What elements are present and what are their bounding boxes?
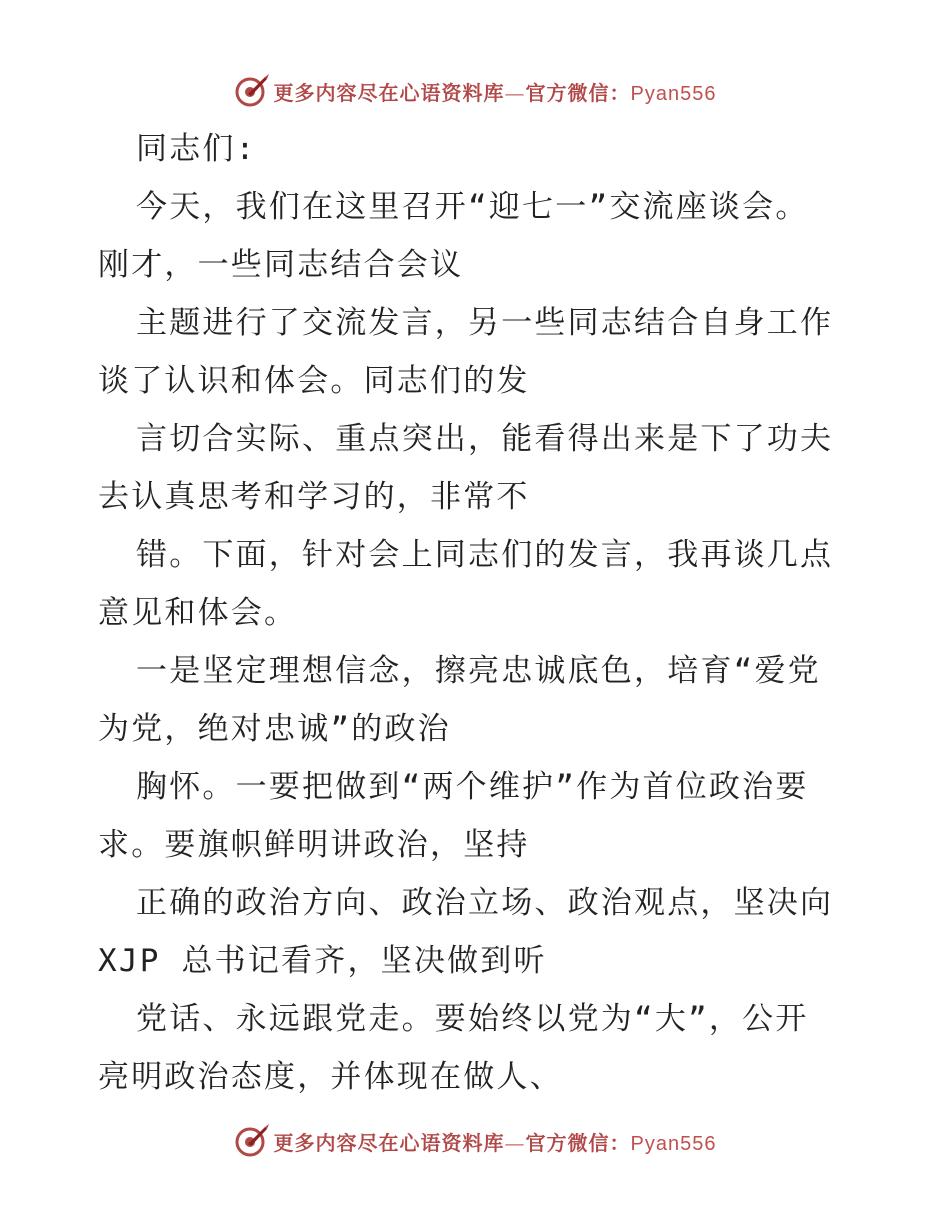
header-watermark	[0, 71, 950, 111]
watermark-dash: —	[504, 1130, 526, 1155]
text-line: 主题进行了交流发言，另一些同志结合自身工作	[136, 305, 834, 341]
quill-logo-icon	[234, 73, 270, 109]
text-line: 刚才，一些同志结合会议	[98, 247, 464, 283]
text-line: 言切合实际、重点突出，能看得出来是下了功夫	[136, 421, 834, 457]
watermark-label: 官方微信：	[525, 80, 631, 105]
watermark-wechat-id: Pyan556	[630, 1132, 717, 1155]
watermark-text	[274, 1127, 717, 1156]
watermark-label: 官方微信：	[525, 1130, 631, 1155]
text-line: 为党，绝对忠诚”的政治	[98, 711, 451, 747]
watermark-text	[274, 77, 717, 106]
watermark-wechat-id: Pyan556	[630, 82, 717, 105]
text-line: XJP 总书记看齐，坚决做到听	[98, 943, 547, 979]
text-line: 一是坚定理想信念，擦亮忠诚底色，培育“爱党	[136, 653, 821, 689]
text-line: 党话、永远跟党走。要始终以党为“大”，公开	[136, 1001, 809, 1037]
watermark-site: 更多内容尽在心语资料库	[273, 80, 505, 105]
body-text	[98, 120, 858, 1106]
text-line: 胸怀。一要把做到“两个维护”作为首位政治要	[136, 769, 809, 805]
text-line: 亮明政治态度，并体现在做人、	[98, 1059, 563, 1095]
text-line: 错。下面，针对会上同志们的发言，我再谈几点	[136, 537, 834, 573]
text-line: 同志们:	[136, 131, 257, 167]
watermark-site: 更多内容尽在心语资料库	[273, 1130, 505, 1155]
text-line: 正确的政治方向、政治立场、政治观点，坚决向	[136, 885, 834, 921]
text-line: 意见和体会。	[98, 595, 298, 631]
text-line: 今天，我们在这里召开“迎七一”交流座谈会。	[136, 189, 809, 225]
text-line: 谈了认识和体会。同志们的发	[98, 363, 530, 399]
footer-watermark	[0, 1121, 950, 1161]
quill-logo-icon	[234, 1123, 270, 1159]
text-line: 求。要旗帜鲜明讲政治，坚持	[98, 827, 530, 863]
text-line: 去认真思考和学习的，非常不	[98, 479, 530, 515]
watermark-dash: —	[504, 80, 526, 105]
